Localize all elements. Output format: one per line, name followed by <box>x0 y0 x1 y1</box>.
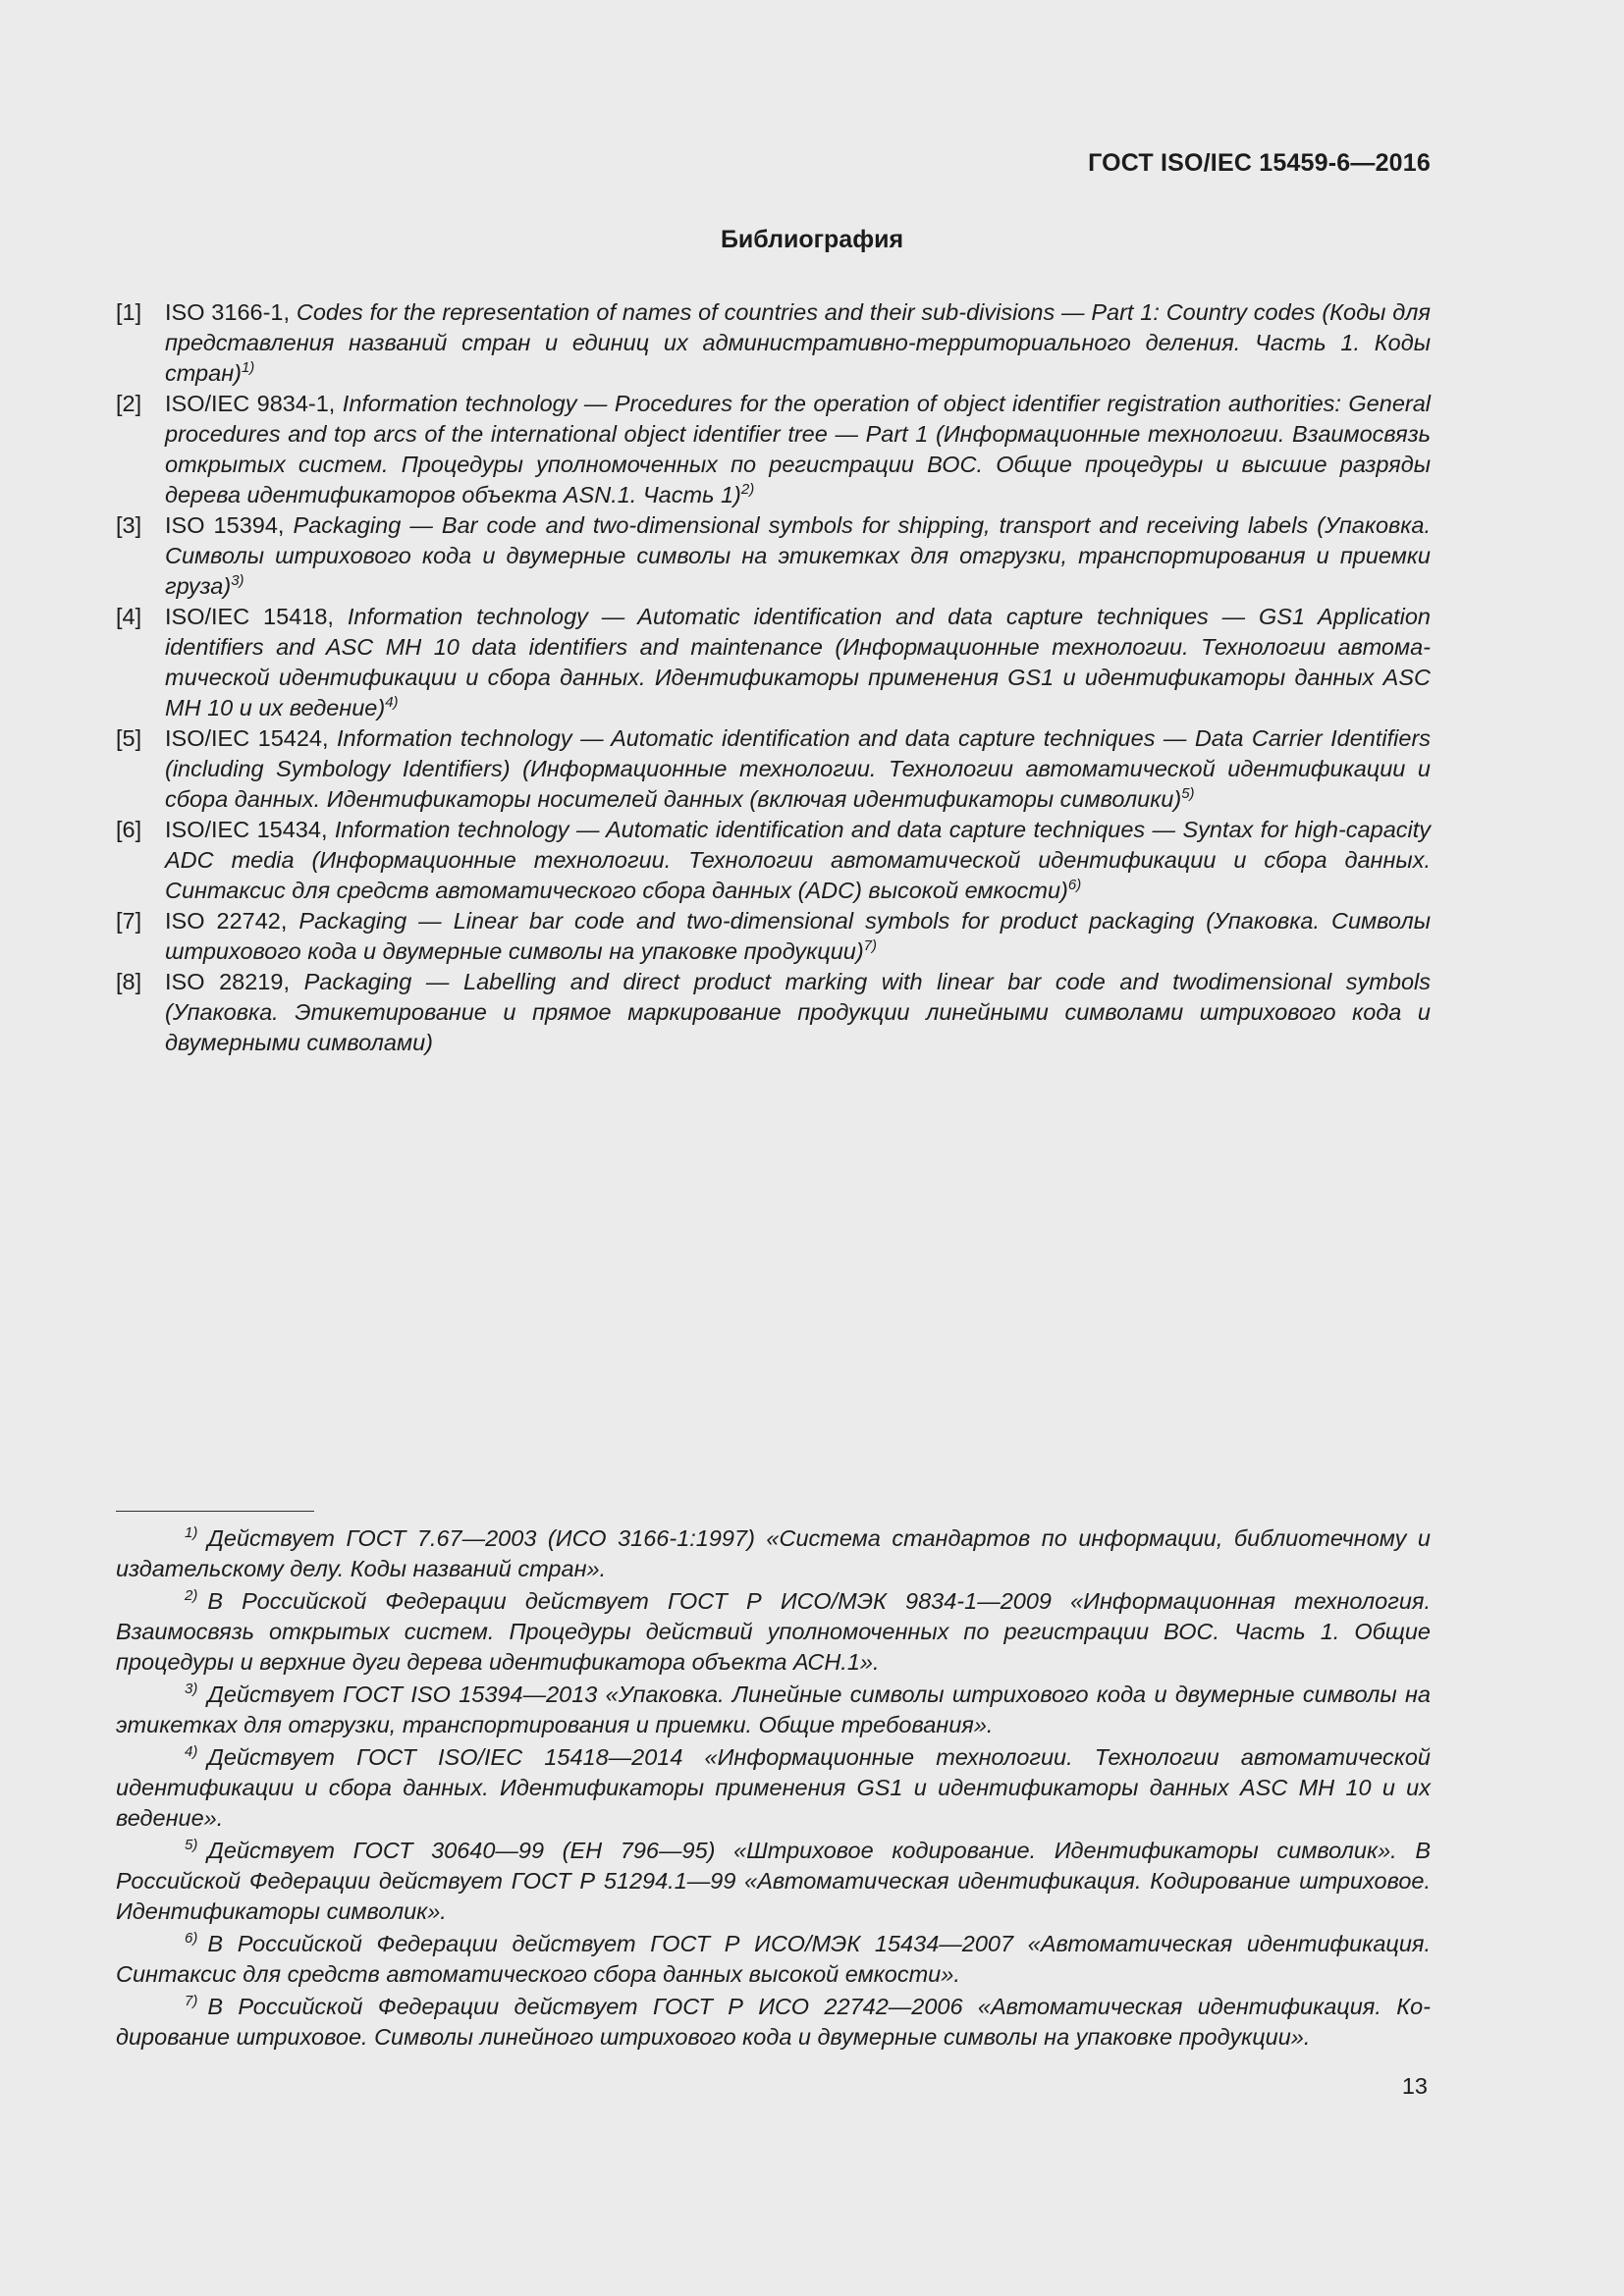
footnote-reference: 1) <box>241 359 255 376</box>
entry-description: Codes for the representation of names of countries and their sub-divisions — Part 1: Country codes (Коды для представления названий стран и единиц их административно-территориального деления. Часть 1. Коды стран) <box>165 299 1431 386</box>
footnote-reference: 7) <box>863 937 878 954</box>
entry-description: Packaging — Bar code and two-dimensional symbols for shipping, transport and receiving labels (Упаковка. Символы штрихового кода и двумерные символы на этикетках для отгрузки, транспортирования и приемки груза) <box>165 512 1431 599</box>
footnote <box>116 1680 1431 1740</box>
entry-number: [1] <box>116 299 142 325</box>
footnote-reference: 6) <box>1067 877 1082 893</box>
page-title: Библиография <box>720 226 904 253</box>
entry-number: [5] <box>116 725 142 751</box>
footnote-mark: 7) <box>185 1993 198 2009</box>
footnote-mark: 1) <box>185 1524 198 1541</box>
entry-code: ISO 22742, <box>165 908 288 934</box>
footnote <box>116 1836 1431 1927</box>
footnote-text: В Российской Федерации действует ГОСТ Р ИСО/МЭК 15434—2007 «Автоматическая идентификация. Синтаксис для средств автоматического сбора данных высокой емкости». <box>116 1931 1431 1987</box>
bibliography-entry <box>116 297 1431 389</box>
footnote <box>116 1992 1431 2053</box>
entry-code: ISO 28219, <box>165 969 290 994</box>
entry-description: Information technology — Automatic identification and data capture techniques — Data Carrier Identifiers (including Symbology Identifiers) (Информационные технологии. Технологии автоматической идентификации и сбора данных. Идентификаторы носителей данных (включая идентификаторы символики) <box>165 725 1432 812</box>
footnote <box>116 1742 1431 1834</box>
footnote-mark: 5) <box>185 1837 198 1853</box>
entry-number: [3] <box>116 512 142 538</box>
entry-code: ISO 15394, <box>165 512 285 538</box>
bibliography-entry <box>116 967 1431 1058</box>
footnote-reference: 2) <box>740 481 755 498</box>
footnote-mark: 6) <box>185 1930 198 1947</box>
entry-number: [4] <box>116 604 142 629</box>
bibliography-entry <box>116 815 1431 906</box>
entry-code: ISO 3166-1, <box>165 299 291 325</box>
entry-number: [7] <box>116 908 142 934</box>
footnote-reference: 3) <box>231 572 244 589</box>
document-code-header: ГОСТ ISO/IEC 15459-6—2016 <box>1088 149 1431 177</box>
entry-description: Information technology — Automatic identification and data capture techniques — Syntax for high-capacity ADC media (Информационные технологии. Технологии автоматической идентификации и сбора данных. Синтаксис для средств автоматического сбора данных (ADC) высокой емкости) <box>165 817 1432 903</box>
footnote <box>116 1523 1431 1584</box>
footnote-text: Действует ГОСТ 7.67—2003 (ИСО 3166-1:1997) «Система стандартов по информации, библиотечному и издательскому делу. Коды названий стран». <box>116 1525 1431 1581</box>
entry-number: [6] <box>116 817 142 842</box>
bibliography-entry <box>116 906 1431 967</box>
entry-code: ISO/IEC 15424, <box>165 725 329 751</box>
footnote-text: Действует ГОСТ ISO/IEC 15418—2014 «Информационные технологии. Технологии автоматической идентификации и сбора данных. Идентификаторы применения GS1 и идентификаторы данных ASC MH 10 и их ведение». <box>116 1744 1431 1831</box>
entry-code: ISO/IEC 9834-1, <box>165 391 336 416</box>
entry-description: Information technology — Automatic identification and data capture techniques — GS1 Application identifiers and ASC MH 10 data identifiers and maintenance (Информационные технологии. Технологии автоматической идентификации и сбора данных. Идентификаторы применения GS1 и идентификаторы данных ASC MH 10 и их ведение) <box>165 604 1431 721</box>
footnote-reference: 4) <box>385 694 399 711</box>
entry-code: ISO/IEC 15434, <box>165 817 328 842</box>
bibliography-entry <box>116 723 1431 815</box>
footnote-text: В Российской Федерации действует ГОСТ Р ИСО/МЭК 9834-1—2009 «Информационная технология. Взаимосвязь открытых систем. Процедуры действий уполномоченных по регистрации ВОС. Часть 1. Общие процедуры и верхние дуги дерева идентификатора объекта АСН.1». <box>116 1588 1431 1675</box>
entry-code: ISO/IEC 15418, <box>165 604 334 629</box>
bibliography-entry <box>116 510 1431 602</box>
entry-number: [8] <box>116 969 142 994</box>
entry-number: [2] <box>116 391 142 416</box>
footnote <box>116 1929 1431 1990</box>
footnote-text: Действует ГОСТ 30640—99 (ЕН 796—95) «Штриховое кодирование. Идентификаторы символик». В Российской Федерации действует ГОСТ Р 51294.1—99 «Автоматическая идентификация. Кодирование штриховое. Идентификаторы символик». <box>116 1838 1431 1924</box>
footnote-mark: 2) <box>185 1587 198 1604</box>
entry-description: Packaging — Linear bar code and two-dimensional symbols for product packaging (Упаковка. Символы штрихового кода и двумерные символы на упаковке продукции) <box>165 908 1432 964</box>
page-number: 13 <box>1401 2073 1428 2099</box>
bibliography-entry <box>116 389 1431 510</box>
footnote-reference: 5) <box>1181 785 1195 802</box>
entry-description: Packaging — Labelling and direct product marking with linear bar code and twodimensional symbols (Упаковка. Этикетирование и прямое маркирование продукции линейными символами штрихового кода и двумерными символами) <box>165 969 1431 1055</box>
footnote-text: В Российской Федерации действует ГОСТ Р ИСО 22742—2006 «Автоматическая идентификация. Кодирование штриховое. Символы линейного штрихового кода и двумерные символы на упаковке продукции». <box>116 1994 1431 2050</box>
footnote-mark: 4) <box>185 1743 198 1760</box>
bibliography-list <box>116 297 1431 1058</box>
footnote <box>116 1586 1431 1678</box>
footnote-separator <box>116 1511 314 1512</box>
footnotes-list <box>116 1523 1431 2055</box>
footnote-text: Действует ГОСТ ISO 15394—2013 «Упаковка. Линейные символы штрихового кода и двумерные символы на этикетках для отгрузки, транспортирования и приемки. Общие требования». <box>116 1682 1431 1737</box>
footnote-mark: 3) <box>185 1681 198 1697</box>
bibliography-entry <box>116 602 1431 723</box>
entry-description: Information technology — Procedures for the operation of object identifier registration authorities: General procedures and top arcs of the international object identifier tree — Part 1 (Информационные технологии. Взаимосвязь открытых систем. Процедуры уполномоченных по регистрации ВОС. Общие процедуры и высшие разряды дерева идентификаторов объекта ASN.1. Часть 1) <box>165 391 1432 507</box>
